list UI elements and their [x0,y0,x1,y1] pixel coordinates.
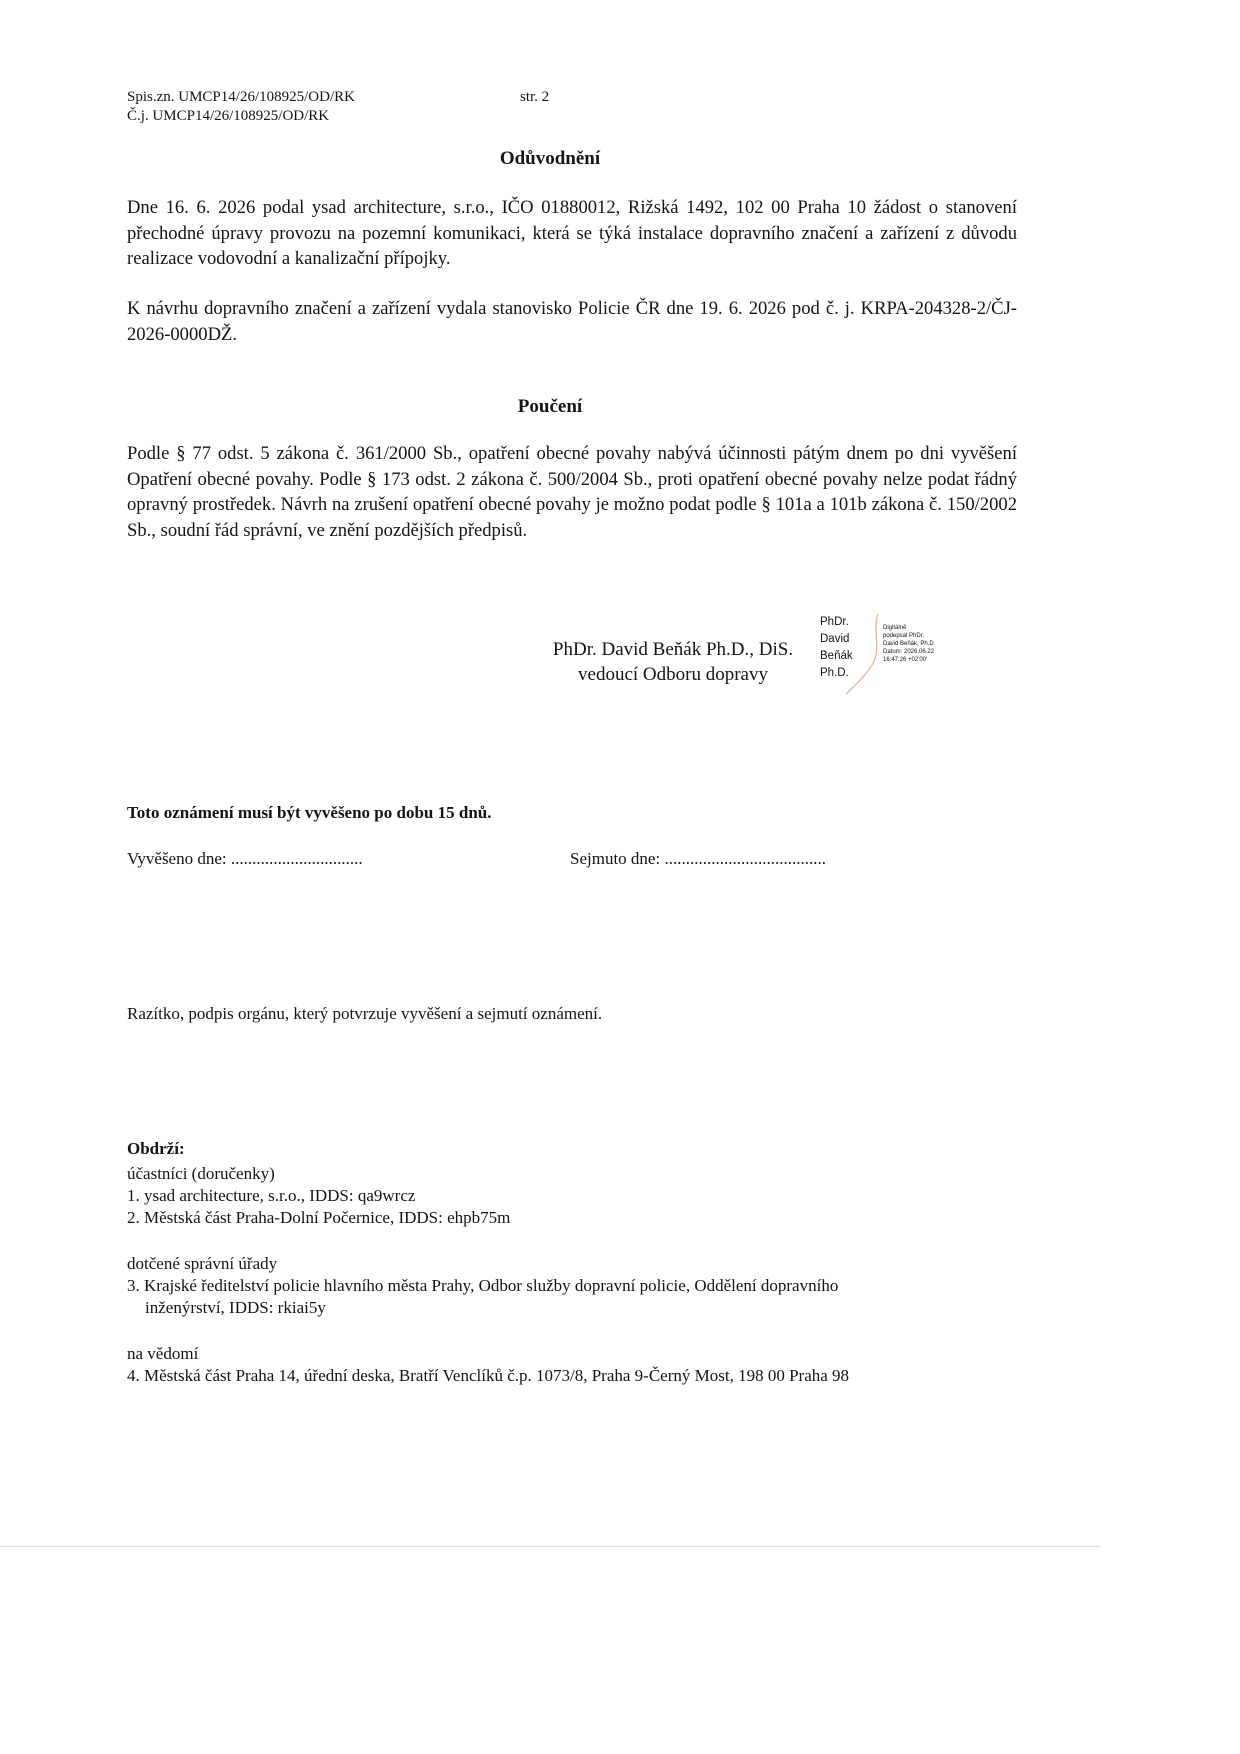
instruction-paragraph: Podle § 77 odst. 5 zákona č. 361/2000 Sb., opatření obecné povahy nabývá účinnosti pátým dnem po dni vyvěšení Opatření obecné povahy. Podle § 173 odst. 2 zákona č. 500/2004 Sb., proti opatření obecné povahy nelze podat řádný opravný prostředek. Návrh na zrušení opatření obecné povahy je možno podat podle § 101a a 101b zákona č. 150/2002 Sb., soudní řád správní, ve znění pozdějších předpisů. [127,443,1017,541]
stamp-info-line: 16:47:26 +02'00' [883,657,928,663]
recipient-item-continuation: inženýrství, IDDS: rkiai5y [145,1298,326,1317]
recipient-item: 2. Městská část Praha-Dolní Počernice, IDDS: ehpb75m [127,1208,511,1227]
justification-paragraph-2: K návrhu dopravního značení a zařízení vydala stanovisko Policie ČR dne 19. 6. 2026 pod č. j. KRPA-204328-2/ČJ-2026-0000DŽ. [127,298,1017,345]
signatory-role: vedoucí Odboru dopravy [578,664,768,685]
posting-notice: Toto oznámení musí být vyvěšeno po dobu 15 dnů. [127,803,492,822]
scan-edge-line [0,1546,1100,1547]
recipient-group-label: dotčené správní úřady [127,1254,278,1273]
instruction-heading: Poučení [517,396,583,417]
signatory-name: PhDr. David Beňák Ph.D., DiS. [552,639,794,660]
justification-heading: Odůvodnění [499,148,601,169]
stamp-name-line: PhDr. [820,616,849,628]
recipient-group-label: na vědomí [127,1344,199,1363]
recipient-group-label: účastníci (doručenky) [127,1164,275,1183]
stamp-name-line: Beňák [820,650,853,662]
recipient-item: 1. ysad architecture, s.r.o., IDDS: qa9wrcz [127,1186,416,1205]
signature-flourish [842,610,884,696]
stamp-info-line: Digitálně [883,625,907,631]
file-reference: Spis.zn. UMCP14/26/108925/OD/RK [127,89,355,105]
stamp-name-line: David [820,633,850,645]
removed-date-field: Sejmuto dne: ...................................... [570,849,826,868]
stamp-info-line: Datum: 2026.06.22 [883,649,935,655]
recipients-heading: Obdrží: [127,1139,185,1158]
recipient-item: 3. Krajské ředitelství policie hlavního města Prahy, Odbor služby dopravní policie, Oddělení dopravního [127,1276,839,1295]
justification-paragraph-1: Dne 16. 6. 2026 podal ysad architecture, s.r.o., IČO 01880012, Rižská 1492, 102 00 Praha 10 žádost o stanovení přechodné úpravy provozu na pozemní komunikaci, která se týká instalace dopravního značení a zařízení z důvodu realizace vodovodní a kanalizační přípojky. [127,197,1017,269]
reference-number: Č.j. UMCP14/26/108925/OD/RK [127,108,330,124]
stamp-note: Razítko, podpis orgánu, který potvrzuje vyvěšení a sejmutí oznámení. [127,1004,603,1023]
posted-date-field: Vyvěšeno dne: ............................... [127,849,363,868]
recipient-item: 4. Městská část Praha 14, úřední deska, Bratří Venclíků č.p. 1073/8, Praha 9-Černý Most, 198 00 Praha 98 [127,1366,850,1385]
page-number: str. 2 [520,89,550,105]
stamp-info-line: David Beňák, Ph.D [883,641,934,647]
stamp-name-line: Ph.D. [820,667,849,679]
stamp-info-line: podepsal PhDr. [883,633,925,639]
